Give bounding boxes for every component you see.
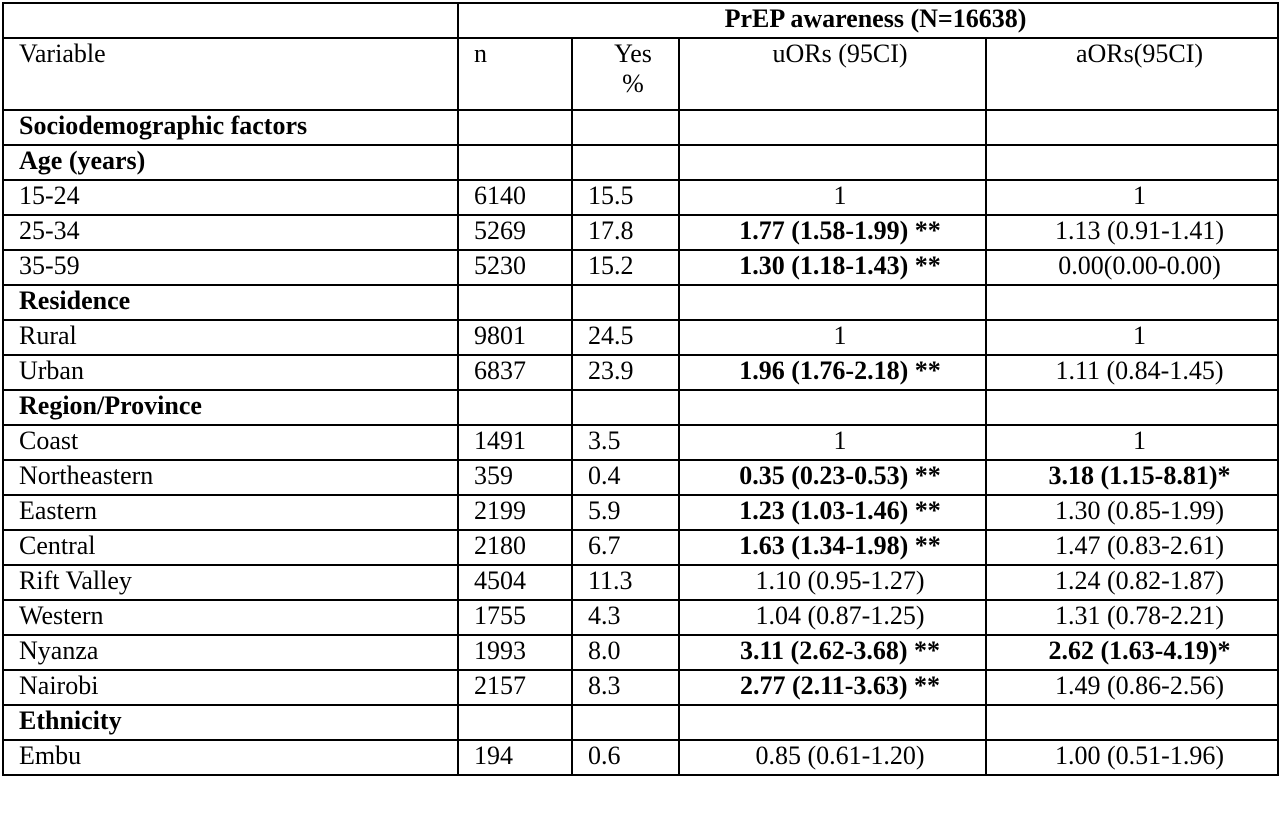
- empty-cell: [679, 390, 986, 425]
- group-label: Residence: [3, 285, 458, 320]
- empty-cell: [572, 110, 679, 145]
- group-label: Region/Province: [3, 390, 458, 425]
- empty-cell: [679, 145, 986, 180]
- cell-n: 2157: [458, 670, 572, 705]
- empty-cell: [458, 705, 572, 740]
- cell-variable: Central: [3, 530, 458, 565]
- cell-n: 4504: [458, 565, 572, 600]
- header-yes-line2: %: [622, 69, 644, 98]
- cell-variable: Eastern: [3, 495, 458, 530]
- cell-yes-percent: 11.3: [572, 565, 679, 600]
- cell-yes-percent: 5.9: [572, 495, 679, 530]
- header-yes-line1: Yes: [614, 39, 652, 68]
- cell-uor: 1.04 (0.87-1.25): [679, 600, 986, 635]
- cell-variable: Northeastern: [3, 460, 458, 495]
- table-row: [3, 740, 1278, 775]
- empty-cell: [458, 110, 572, 145]
- cell-uor: 1.23 (1.03-1.46) **: [679, 495, 986, 530]
- empty-cell: [986, 145, 1278, 180]
- table-row: [3, 495, 1278, 530]
- group-label: Ethnicity: [3, 705, 458, 740]
- table-row: [3, 425, 1278, 460]
- cell-yes-percent: 17.8: [572, 215, 679, 250]
- group-header-row: [3, 705, 1278, 740]
- empty-cell: [679, 110, 986, 145]
- cell-n: 194: [458, 740, 572, 775]
- cell-yes-percent: 6.7: [572, 530, 679, 565]
- header-variable: Variable: [3, 38, 458, 110]
- cell-variable: Western: [3, 600, 458, 635]
- cell-n: 9801: [458, 320, 572, 355]
- cell-aor: 1: [986, 320, 1278, 355]
- cell-uor: 1.10 (0.95-1.27): [679, 565, 986, 600]
- cell-uor: 1.96 (1.76-2.18) **: [679, 355, 986, 390]
- cell-variable: Nairobi: [3, 670, 458, 705]
- cell-n: 5269: [458, 215, 572, 250]
- cell-n: 359: [458, 460, 572, 495]
- cell-yes-percent: 8.3: [572, 670, 679, 705]
- header-yes: [572, 38, 679, 110]
- table-title: PrEP awareness (N=16638): [458, 3, 1278, 38]
- empty-cell: [458, 390, 572, 425]
- table-row: [3, 635, 1278, 670]
- cell-uor: 0.85 (0.61-1.20): [679, 740, 986, 775]
- cell-aor: 1: [986, 180, 1278, 215]
- cell-aor: 1.24 (0.82-1.87): [986, 565, 1278, 600]
- cell-aor: 0.00(0.00-0.00): [986, 250, 1278, 285]
- table-row: [3, 670, 1278, 705]
- cell-yes-percent: 0.4: [572, 460, 679, 495]
- table-row: [3, 250, 1278, 285]
- cell-n: 1491: [458, 425, 572, 460]
- cell-aor: 3.18 (1.15-8.81)*: [986, 460, 1278, 495]
- empty-cell: [679, 285, 986, 320]
- header-aors: aORs(95CI): [986, 38, 1278, 110]
- header-n: n: [458, 38, 572, 110]
- cell-aor: 1.30 (0.85-1.99): [986, 495, 1278, 530]
- cell-uor: 2.77 (2.11-3.63) **: [679, 670, 986, 705]
- cell-yes-percent: 23.9: [572, 355, 679, 390]
- empty-cell: [572, 145, 679, 180]
- table-row: [3, 565, 1278, 600]
- group-label: Sociodemographic factors: [3, 110, 458, 145]
- cell-uor: 1.30 (1.18-1.43) **: [679, 250, 986, 285]
- cell-yes-percent: 15.2: [572, 250, 679, 285]
- table-row: [3, 600, 1278, 635]
- group-header-row: [3, 285, 1278, 320]
- cell-aor: 1.47 (0.83-2.61): [986, 530, 1278, 565]
- cell-aor: 1.31 (0.78-2.21): [986, 600, 1278, 635]
- cell-variable: 15-24: [3, 180, 458, 215]
- cell-yes-percent: 4.3: [572, 600, 679, 635]
- table-row: [3, 320, 1278, 355]
- title-spacer-cell: [3, 3, 458, 38]
- cell-n: 2180: [458, 530, 572, 565]
- cell-yes-percent: 0.6: [572, 740, 679, 775]
- cell-uor: 3.11 (2.62-3.68) **: [679, 635, 986, 670]
- cell-uor: 1: [679, 425, 986, 460]
- table-body: [3, 3, 1278, 775]
- header-uors: uORs (95CI): [679, 38, 986, 110]
- group-header-row: [3, 145, 1278, 180]
- group-label: Age (years): [3, 145, 458, 180]
- empty-cell: [986, 285, 1278, 320]
- cell-variable: Rift Valley: [3, 565, 458, 600]
- group-header-row: [3, 110, 1278, 145]
- table-row: [3, 355, 1278, 390]
- cell-yes-percent: 24.5: [572, 320, 679, 355]
- cell-uor: 0.35 (0.23-0.53) **: [679, 460, 986, 495]
- cell-aor: 1: [986, 425, 1278, 460]
- cell-variable: 35-59: [3, 250, 458, 285]
- empty-cell: [986, 705, 1278, 740]
- cell-variable: Embu: [3, 740, 458, 775]
- cell-n: 1993: [458, 635, 572, 670]
- cell-yes-percent: 15.5: [572, 180, 679, 215]
- cell-variable: Coast: [3, 425, 458, 460]
- cell-uor: 1: [679, 320, 986, 355]
- cell-uor: 1.63 (1.34-1.98) **: [679, 530, 986, 565]
- cell-aor: 1.11 (0.84-1.45): [986, 355, 1278, 390]
- table-row: [3, 215, 1278, 250]
- cell-variable: Nyanza: [3, 635, 458, 670]
- table-row: [3, 180, 1278, 215]
- cell-n: 6140: [458, 180, 572, 215]
- cell-uor: 1: [679, 180, 986, 215]
- table-row: [3, 530, 1278, 565]
- title-row: [3, 3, 1278, 38]
- prep-awareness-table: [2, 2, 1279, 776]
- cell-variable: Rural: [3, 320, 458, 355]
- empty-cell: [679, 705, 986, 740]
- cell-aor: 1.13 (0.91-1.41): [986, 215, 1278, 250]
- cell-aor: 1.00 (0.51-1.96): [986, 740, 1278, 775]
- empty-cell: [458, 285, 572, 320]
- empty-cell: [572, 285, 679, 320]
- empty-cell: [986, 390, 1278, 425]
- cell-variable: Urban: [3, 355, 458, 390]
- empty-cell: [458, 145, 572, 180]
- cell-uor: 1.77 (1.58-1.99) **: [679, 215, 986, 250]
- empty-cell: [572, 390, 679, 425]
- table-row: [3, 460, 1278, 495]
- empty-cell: [986, 110, 1278, 145]
- cell-aor: 1.49 (0.86-2.56): [986, 670, 1278, 705]
- cell-aor: 2.62 (1.63-4.19)*: [986, 635, 1278, 670]
- cell-n: 5230: [458, 250, 572, 285]
- cell-yes-percent: 8.0: [572, 635, 679, 670]
- header-row: [3, 38, 1278, 110]
- cell-yes-percent: 3.5: [572, 425, 679, 460]
- cell-variable: 25-34: [3, 215, 458, 250]
- empty-cell: [572, 705, 679, 740]
- cell-n: 2199: [458, 495, 572, 530]
- cell-n: 6837: [458, 355, 572, 390]
- cell-n: 1755: [458, 600, 572, 635]
- group-header-row: [3, 390, 1278, 425]
